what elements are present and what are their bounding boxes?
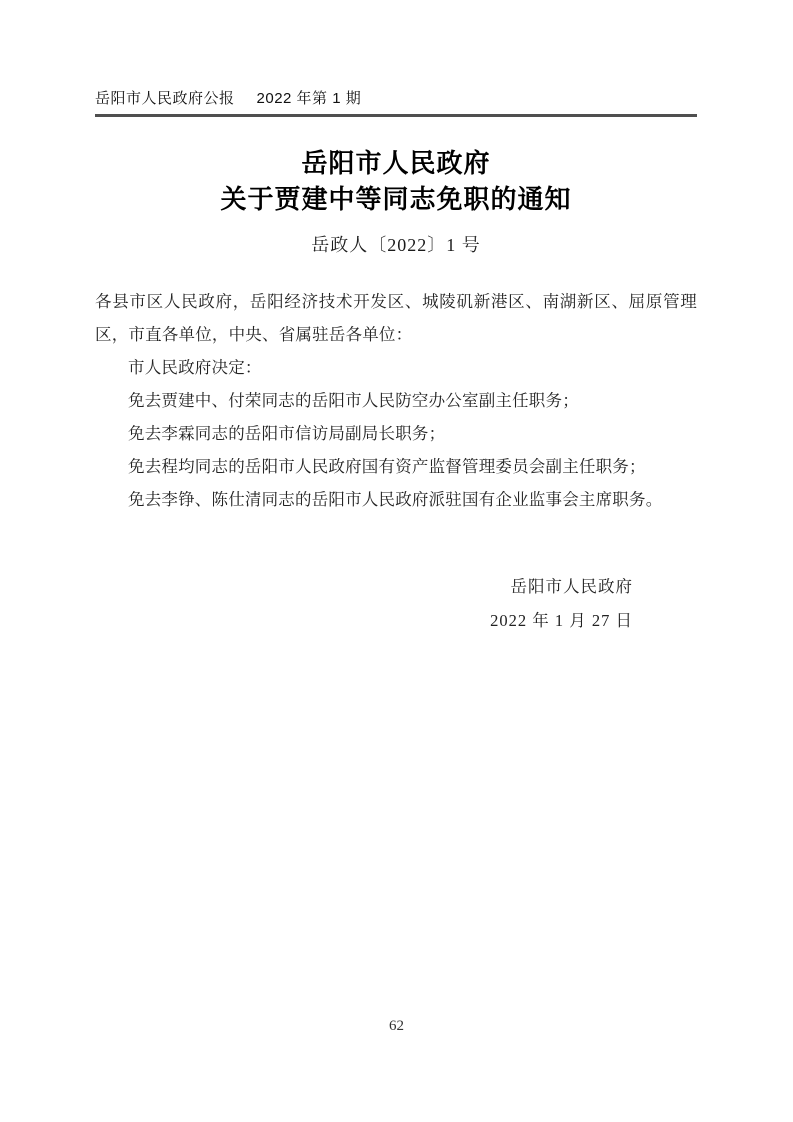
document-title-line1: 岳阳市人民政府: [301, 149, 491, 178]
gazette-issue: 2022 年第 1 期: [256, 90, 362, 107]
body-paragraph: 免去贾建中、付荣同志的岳阳市人民防空办公室副主任职务；: [128, 391, 579, 410]
gazette-title: 岳阳市人民政府公报: [95, 90, 235, 107]
signature-authority: 岳阳市人民政府: [510, 577, 633, 596]
page-footer: [0, 1018, 793, 1035]
body-paragraph: 免去李霖同志的岳阳市信访局副局长职务；: [128, 424, 446, 443]
page-header: [95, 90, 697, 108]
document-title-line2: 关于贾建中等同志免职的通知: [220, 185, 572, 214]
document-title: [95, 146, 697, 218]
header-rule: [95, 114, 697, 117]
signature-date: 2022 年 1 月 27 日: [490, 611, 633, 630]
signature-block: [95, 570, 697, 638]
document-number: 岳政人〔2022〕1 号: [311, 235, 481, 255]
page-number: 62: [389, 1018, 404, 1034]
document-body: [95, 285, 697, 516]
salutation: 各县市区人民政府，岳阳经济技术开发区、城陵矶新港区、南湖新区、屈原管理区，市直各单位，中央、省属驻岳各单位：: [95, 292, 697, 344]
body-paragraph: 免去李铮、陈仕清同志的岳阳市人民政府派驻国有企业监事会主席职务。: [128, 490, 663, 509]
body-paragraph: 市人民政府决定：: [128, 358, 262, 377]
page-content: [0, 90, 793, 638]
body-paragraph: 免去程均同志的岳阳市人民政府国有资产监督管理委员会副主任职务；: [128, 457, 646, 476]
